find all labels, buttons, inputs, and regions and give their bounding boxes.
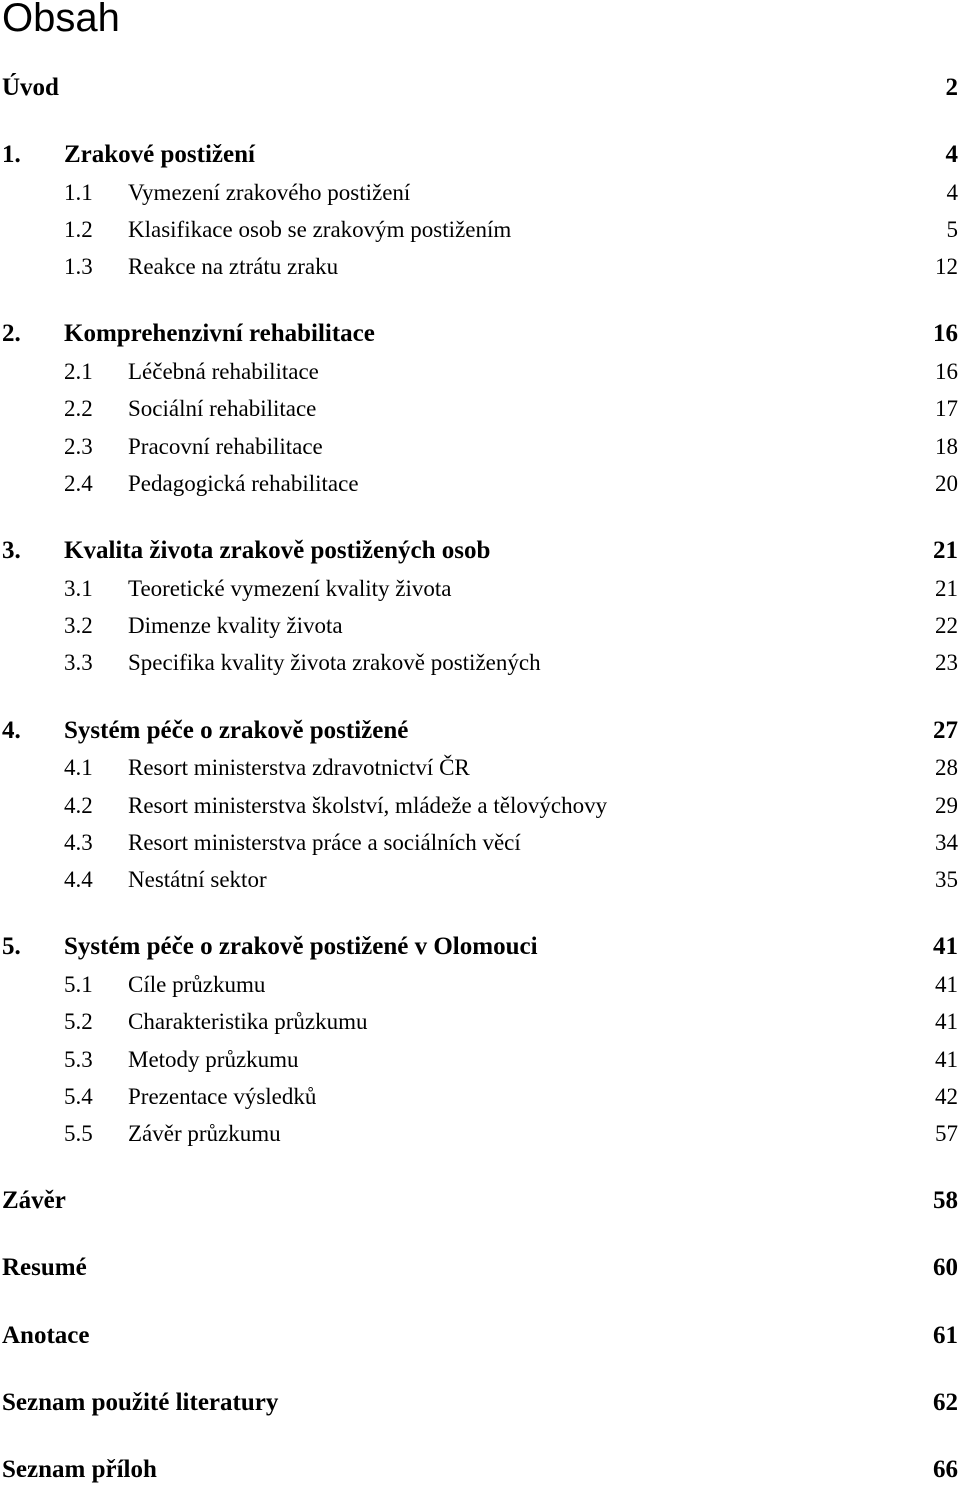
toc-section-5-3[interactable]	[0, 1043, 958, 1077]
toc-entry-number: 5.1	[64, 972, 93, 997]
toc-entry-page: 18	[935, 434, 958, 459]
toc-entry-number: 4.2	[64, 793, 93, 818]
toc-section-3-1[interactable]	[0, 572, 958, 606]
toc-section-4-3[interactable]	[0, 826, 958, 860]
toc-entry-page: 4	[945, 141, 958, 168]
toc-entry-number: 1.2	[64, 217, 93, 242]
toc-entry-title: Systém péče o zrakově postižené	[64, 717, 409, 744]
toc-entry-page: 60	[933, 1254, 958, 1281]
toc-entry-title: Sociální rehabilitace	[128, 396, 317, 421]
toc-entry-zaver[interactable]	[0, 1184, 958, 1218]
toc-section-5-4[interactable]	[0, 1080, 958, 1114]
toc-entry-title: Systém péče o zrakově postižené v Olomouci	[64, 933, 538, 960]
toc-entry-page: 61	[933, 1322, 958, 1349]
toc-entry-number: 4.	[2, 717, 21, 744]
toc-entry-page: 41	[935, 972, 958, 997]
toc-entry-anotace[interactable]	[0, 1319, 958, 1353]
toc-entry-number: 2.4	[64, 471, 93, 496]
toc-entry-number: 5.5	[64, 1121, 93, 1146]
toc-entry-title: Komprehenzivní rehabilitace	[64, 320, 375, 347]
toc-entry-title: Úvod	[2, 74, 59, 101]
toc-entry-number: 3.2	[64, 613, 93, 638]
toc-entry-title: Vymezení zrakového postižení	[128, 180, 411, 205]
toc-entry-title: Specifika kvality života zrakově postižených	[128, 650, 541, 675]
toc-entry-number: 4.3	[64, 830, 93, 855]
toc-entry-page: 21	[933, 537, 958, 564]
toc-section-1-2[interactable]	[0, 213, 958, 247]
toc-entry-title: Závěr průzkumu	[128, 1121, 281, 1146]
toc-entry-title: Cíle průzkumu	[128, 972, 266, 997]
toc-entry-page: 16	[933, 320, 958, 347]
toc-entry-title: Charakteristika průzkumu	[128, 1009, 368, 1034]
toc-entry-number: 5.4	[64, 1084, 93, 1109]
toc-entry-number: 2.	[2, 320, 21, 347]
toc-entry-uvod[interactable]	[0, 71, 958, 105]
toc-entry-title: Resort ministerstva školství, mládeže a tělovýchovy	[128, 793, 608, 818]
toc-entry-title: Seznam příloh	[2, 1456, 157, 1483]
toc-entry-page: 29	[935, 793, 958, 818]
toc-chapter-5[interactable]	[0, 930, 958, 964]
toc-entry-number: 2.1	[64, 359, 93, 384]
toc-section-4-4[interactable]	[0, 863, 958, 897]
toc-entry-page: 2	[945, 74, 958, 101]
toc-chapter-3[interactable]	[0, 534, 958, 568]
toc-section-1-1[interactable]	[0, 176, 958, 210]
toc-entry-page: 28	[935, 755, 958, 780]
toc-section-4-2[interactable]	[0, 789, 958, 823]
toc-entry-title: Zrakové postižení	[64, 141, 255, 168]
toc-entry-title: Teoretické vymezení kvality života	[128, 576, 452, 601]
toc-entry-page: 35	[935, 867, 958, 892]
toc-entry-title: Léčebná rehabilitace	[128, 359, 319, 384]
toc-section-2-2[interactable]	[0, 392, 958, 426]
toc-entry-page: 17	[935, 396, 958, 421]
toc-entry-page: 22	[935, 613, 958, 638]
toc-section-5-2[interactable]	[0, 1005, 958, 1039]
toc-entry-page: 66	[933, 1456, 958, 1483]
toc-entry-page: 41	[935, 1047, 958, 1072]
toc-entry-page: 5	[946, 217, 958, 242]
toc-entry-title: Pracovní rehabilitace	[128, 434, 323, 459]
toc-entry-title: Resort ministerstva zdravotnictví ČR	[128, 755, 470, 780]
toc-entry-title: Pedagogická rehabilitace	[128, 471, 359, 496]
toc-entry-title: Nestátní sektor	[128, 867, 267, 892]
toc-entry-number: 3.1	[64, 576, 93, 601]
toc-entry-title: Prezentace výsledků	[128, 1084, 317, 1109]
toc-entry-title: Metody průzkumu	[128, 1047, 299, 1072]
toc-entry-page: 4	[946, 180, 958, 205]
toc-entry-page: 16	[935, 359, 958, 384]
toc-section-4-1[interactable]	[0, 751, 958, 785]
toc-section-2-3[interactable]	[0, 430, 958, 464]
toc-section-3-2[interactable]	[0, 609, 958, 643]
toc-entry-page: 41	[935, 1009, 958, 1034]
toc-section-5-5[interactable]	[0, 1117, 958, 1151]
toc-entry-page: 27	[933, 717, 958, 744]
toc-entry-number: 3.3	[64, 650, 93, 675]
toc-entry-number: 5.3	[64, 1047, 93, 1072]
toc-chapter-1[interactable]	[0, 138, 958, 172]
toc-section-1-3[interactable]	[0, 250, 958, 284]
toc-entry-number: 1.1	[64, 180, 93, 205]
toc-entry-resume[interactable]	[0, 1251, 958, 1285]
toc-entry-page: 58	[933, 1187, 958, 1214]
toc-section-3-3[interactable]	[0, 646, 958, 680]
toc-entry-number: 2.2	[64, 396, 93, 421]
toc-chapter-2[interactable]	[0, 317, 958, 351]
toc-entry-page: 23	[935, 650, 958, 675]
toc-entry-title: Dimenze kvality života	[128, 613, 343, 638]
toc-entry-page: 42	[935, 1084, 958, 1109]
page-title: Obsah	[2, 0, 120, 40]
toc-entry-number: 5.2	[64, 1009, 93, 1034]
toc-entry-page: 62	[933, 1389, 958, 1416]
toc-entry-page: 57	[935, 1121, 958, 1146]
toc-entry-title: Kvalita života zrakově postižených osob	[64, 537, 491, 564]
toc-section-5-1[interactable]	[0, 968, 958, 1002]
toc-entry-page: 20	[935, 471, 958, 496]
toc-entry-number: 4.1	[64, 755, 93, 780]
toc-section-2-1[interactable]	[0, 355, 958, 389]
toc-entry-number: 2.3	[64, 434, 93, 459]
toc-entry-number: 5.	[2, 933, 21, 960]
toc-section-2-4[interactable]	[0, 467, 958, 501]
toc-entry-page: 34	[935, 830, 958, 855]
toc-entry-title: Anotace	[2, 1322, 90, 1349]
toc-entry-number: 1.3	[64, 254, 93, 279]
toc-entry-page: 21	[935, 576, 958, 601]
toc-entry-page: 12	[935, 254, 958, 279]
toc-entry-title: Seznam použité literatury	[2, 1389, 279, 1416]
toc-entry-number: 4.4	[64, 867, 93, 892]
toc-entry-title: Reakce na ztrátu zraku	[128, 254, 339, 279]
toc-entry-title: Závěr	[2, 1187, 66, 1214]
toc-entry-prilohy[interactable]	[0, 1453, 958, 1487]
toc-entry-page: 41	[933, 933, 958, 960]
toc-entry-number: 3.	[2, 537, 21, 564]
toc-entry-number: 1.	[2, 141, 21, 168]
toc-entry-literatura[interactable]	[0, 1386, 958, 1420]
toc-chapter-4[interactable]	[0, 714, 958, 748]
toc-entry-title: Resumé	[2, 1254, 87, 1281]
toc-entry-title: Resort ministerstva práce a sociálních věcí	[128, 830, 521, 855]
toc-entry-title: Klasifikace osob se zrakovým postižením	[128, 217, 512, 242]
